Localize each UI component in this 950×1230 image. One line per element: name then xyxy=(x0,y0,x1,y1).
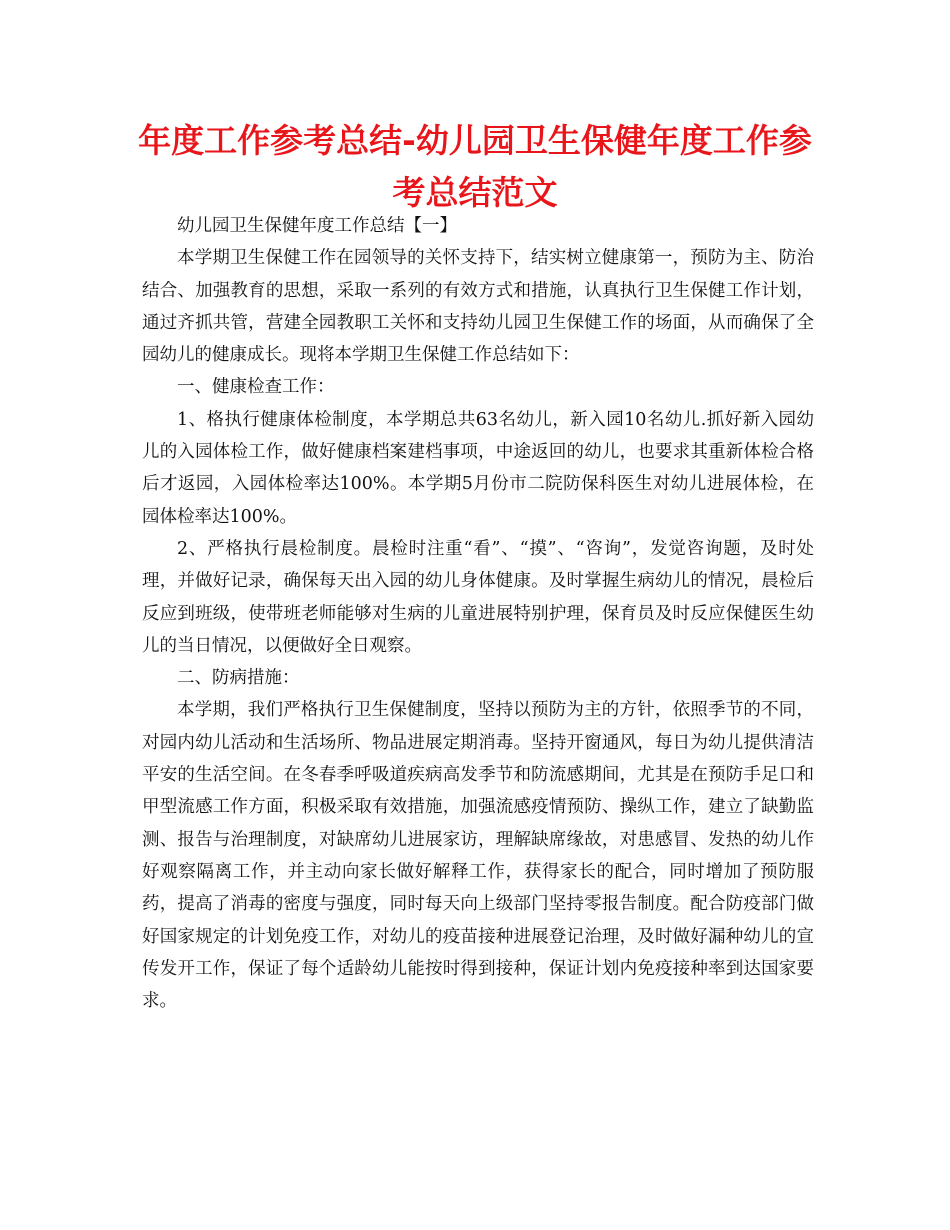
section-heading: 二、防病措施： xyxy=(177,668,300,689)
document-title: 年度工作参考总结-幼儿园卫生保健年度工作参考总结范文 xyxy=(138,121,812,212)
body-paragraph: 2、严格执行晨检制度。晨检时注重“看”、“摸”、“咨询”，发觉咨询题，及时处理，并做好记录，确保每天出入园的幼儿身体健康。及时掌握生病幼儿的情况，晨检后反应到班级，使带班老师能够对生病的儿童进展特别护理，保育员及时反应保健医生幼儿的当日情况，以便做好全日观察。 xyxy=(142,538,814,656)
section-heading: 一、健康检查工作： xyxy=(177,377,335,398)
section-heading: 幼儿园卫生保健年度工作总结【一】 xyxy=(177,216,457,236)
body-paragraph: 1、格执行健康体检制度，本学期总共63名幼儿，新入园10名幼儿.抓好新入园幼儿的入园体检工作，做好健康档案建档事项，中途返回的幼儿，也要求其重新体检合格后才返园，入园体检率达100%。本学期5月份市二院防保科医生对幼儿进展体检，在园体检率达100%。 xyxy=(142,409,814,527)
intro-paragraph: 本学期卫生保健工作在园领导的关怀支持下，结实树立健康第一，预防为主、防治结合、加强教育的思想，采取一系列的有效方式和措施，认真执行卫生保健工作计划，通过齐抓共管，营建全园教职工关怀和支持幼儿园卫生保健工作的场面，从而确保了全园幼儿的健康成长。现将本学期卫生保健工作总结如下： xyxy=(142,248,814,366)
body-paragraph: 本学期，我们严格执行卫生保健制度，坚持以预防为主的方针，依照季节的不同，对园内幼儿活动和生活场所、物品进展定期消毒。坚持开窗通风，每日为幼儿提供清洁平安的生活空间。在冬春季呼吸道疾病高发季节和防流感期间，尤其是在预防手足口和甲型流感工作方面，积极采取有效措施，加强流感疫情预防、操纵工作，建立了缺勤监测、报告与治理制度，对缺席幼儿进展家访，理解缺席缘故，对患感冒、发热的幼儿作好观察隔离工作，并主动向家长做好解释工作，获得家长的配合，同时增加了预防服药，提高了消毒的密度与强度，同时每天向上级部门坚持零报告制度。配合防疫部门做好国家规定的计划免疫工作，对幼儿的疫苗接种进展登记治理，及时做好漏种幼儿的宣传发开工作，保证了每个适龄幼儿能按时得到接种，保证计划内免疫接种率到达国家要求。 xyxy=(142,700,814,1012)
document-body xyxy=(142,210,814,1017)
